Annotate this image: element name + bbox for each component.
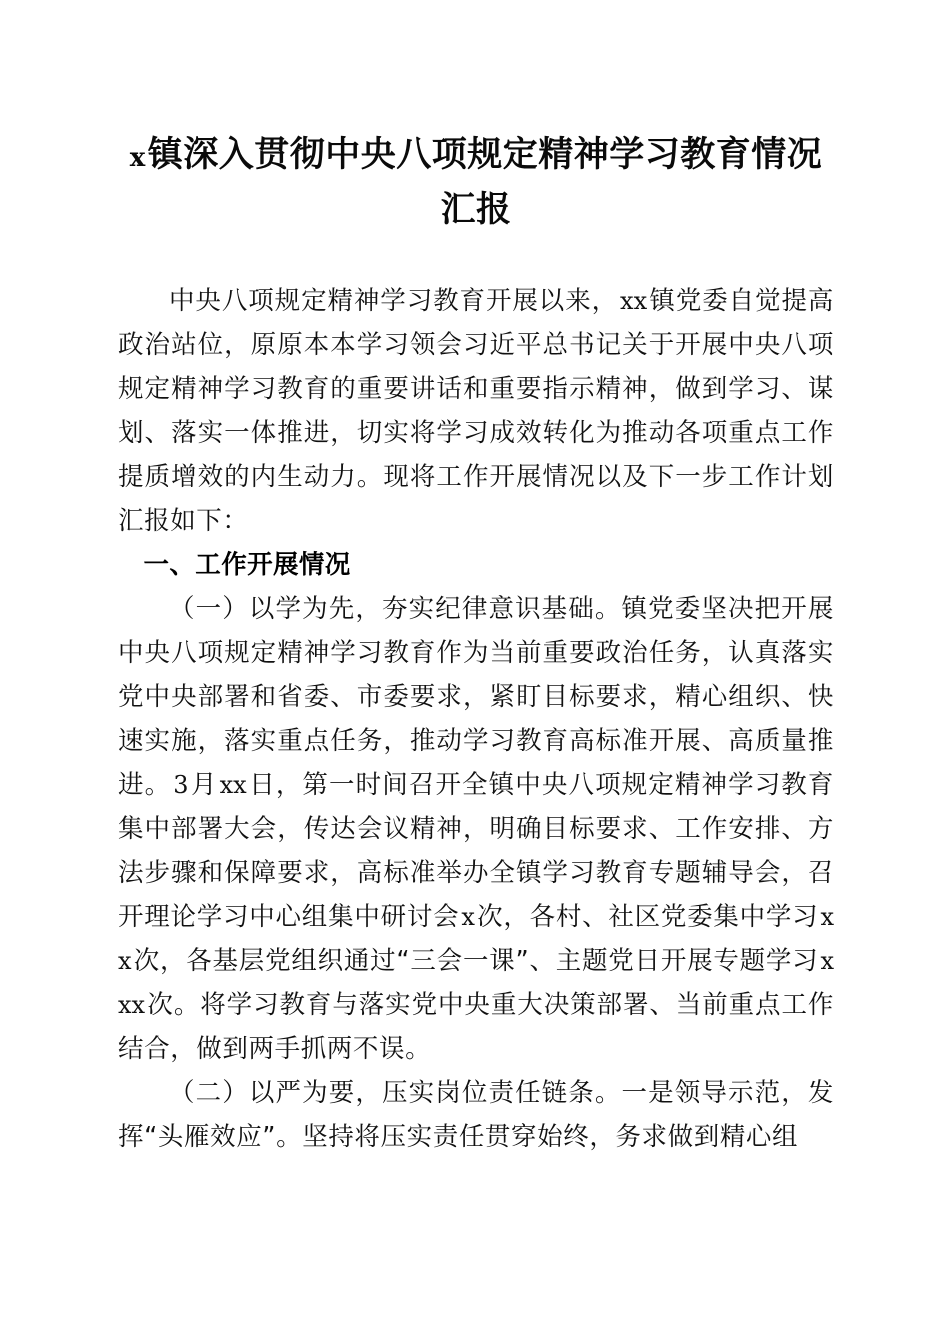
document-body <box>118 279 834 1159</box>
latin-run: x <box>461 903 475 931</box>
latin-run: xxx <box>118 947 834 1019</box>
latin-run: xx <box>620 287 648 315</box>
latin-run: x <box>129 143 146 173</box>
document-content-column <box>118 0 834 1159</box>
paragraph-section1-item1: （一）以学为先，夯实纪律意识基础。镇党委坚决把开展中央八项规定精神学习教育作为当前重要政治任务，认真落实党中央部署和省委、市委要求，紧盯目标要求，精心组织、快速实施，落实重点任务，推动学习教育高标准开展、高质量推进。3月xx日，第一时间召开全镇中央八项规定精神学习教育集中部署大会，传达会议精神，明确目标要求、工作安排、方法步骤和保障要求，高标准举办全镇学习教育专题辅导会，召开理论学习中心组集中研讨会x次，各村、社区党委集中学习xx次，各基层党组织通过“三会一课”、主题党日开展专题学习xxx次。将学习教育与落实党中央重大决策部署、当前重点工作结合，做到两手抓两不误。 <box>118 594 835 1064</box>
section-heading-1: 一、工作开展情况 <box>143 550 351 580</box>
paragraph-section1-item2: （二）以严为要，压实岗位责任链条。一是领导示范，发挥“头雁效应”。坚持将压实责任贯穿始终，务求做到精心组 <box>118 1078 834 1152</box>
latin-run: 3 <box>173 771 189 799</box>
paragraph-intro: 中央八项规定精神学习教育开展以来，xx镇党委自觉提高政治站位，原原本本学习领会习近平总书记关于开展中央八项规定精神学习教育的重要讲话和重要指示精神，做到学习、谋划、落实一体推进，切实将学习成效转化为推动各项重点工作提质增效的内生动力。现将工作开展情况以及下一步工作计划汇报如下： <box>118 286 835 536</box>
latin-run: xx <box>219 771 247 799</box>
page-title: x镇深入贯彻中央八项规定精神学习教育情况汇报 <box>129 134 823 230</box>
latin-run: xx <box>118 903 834 975</box>
